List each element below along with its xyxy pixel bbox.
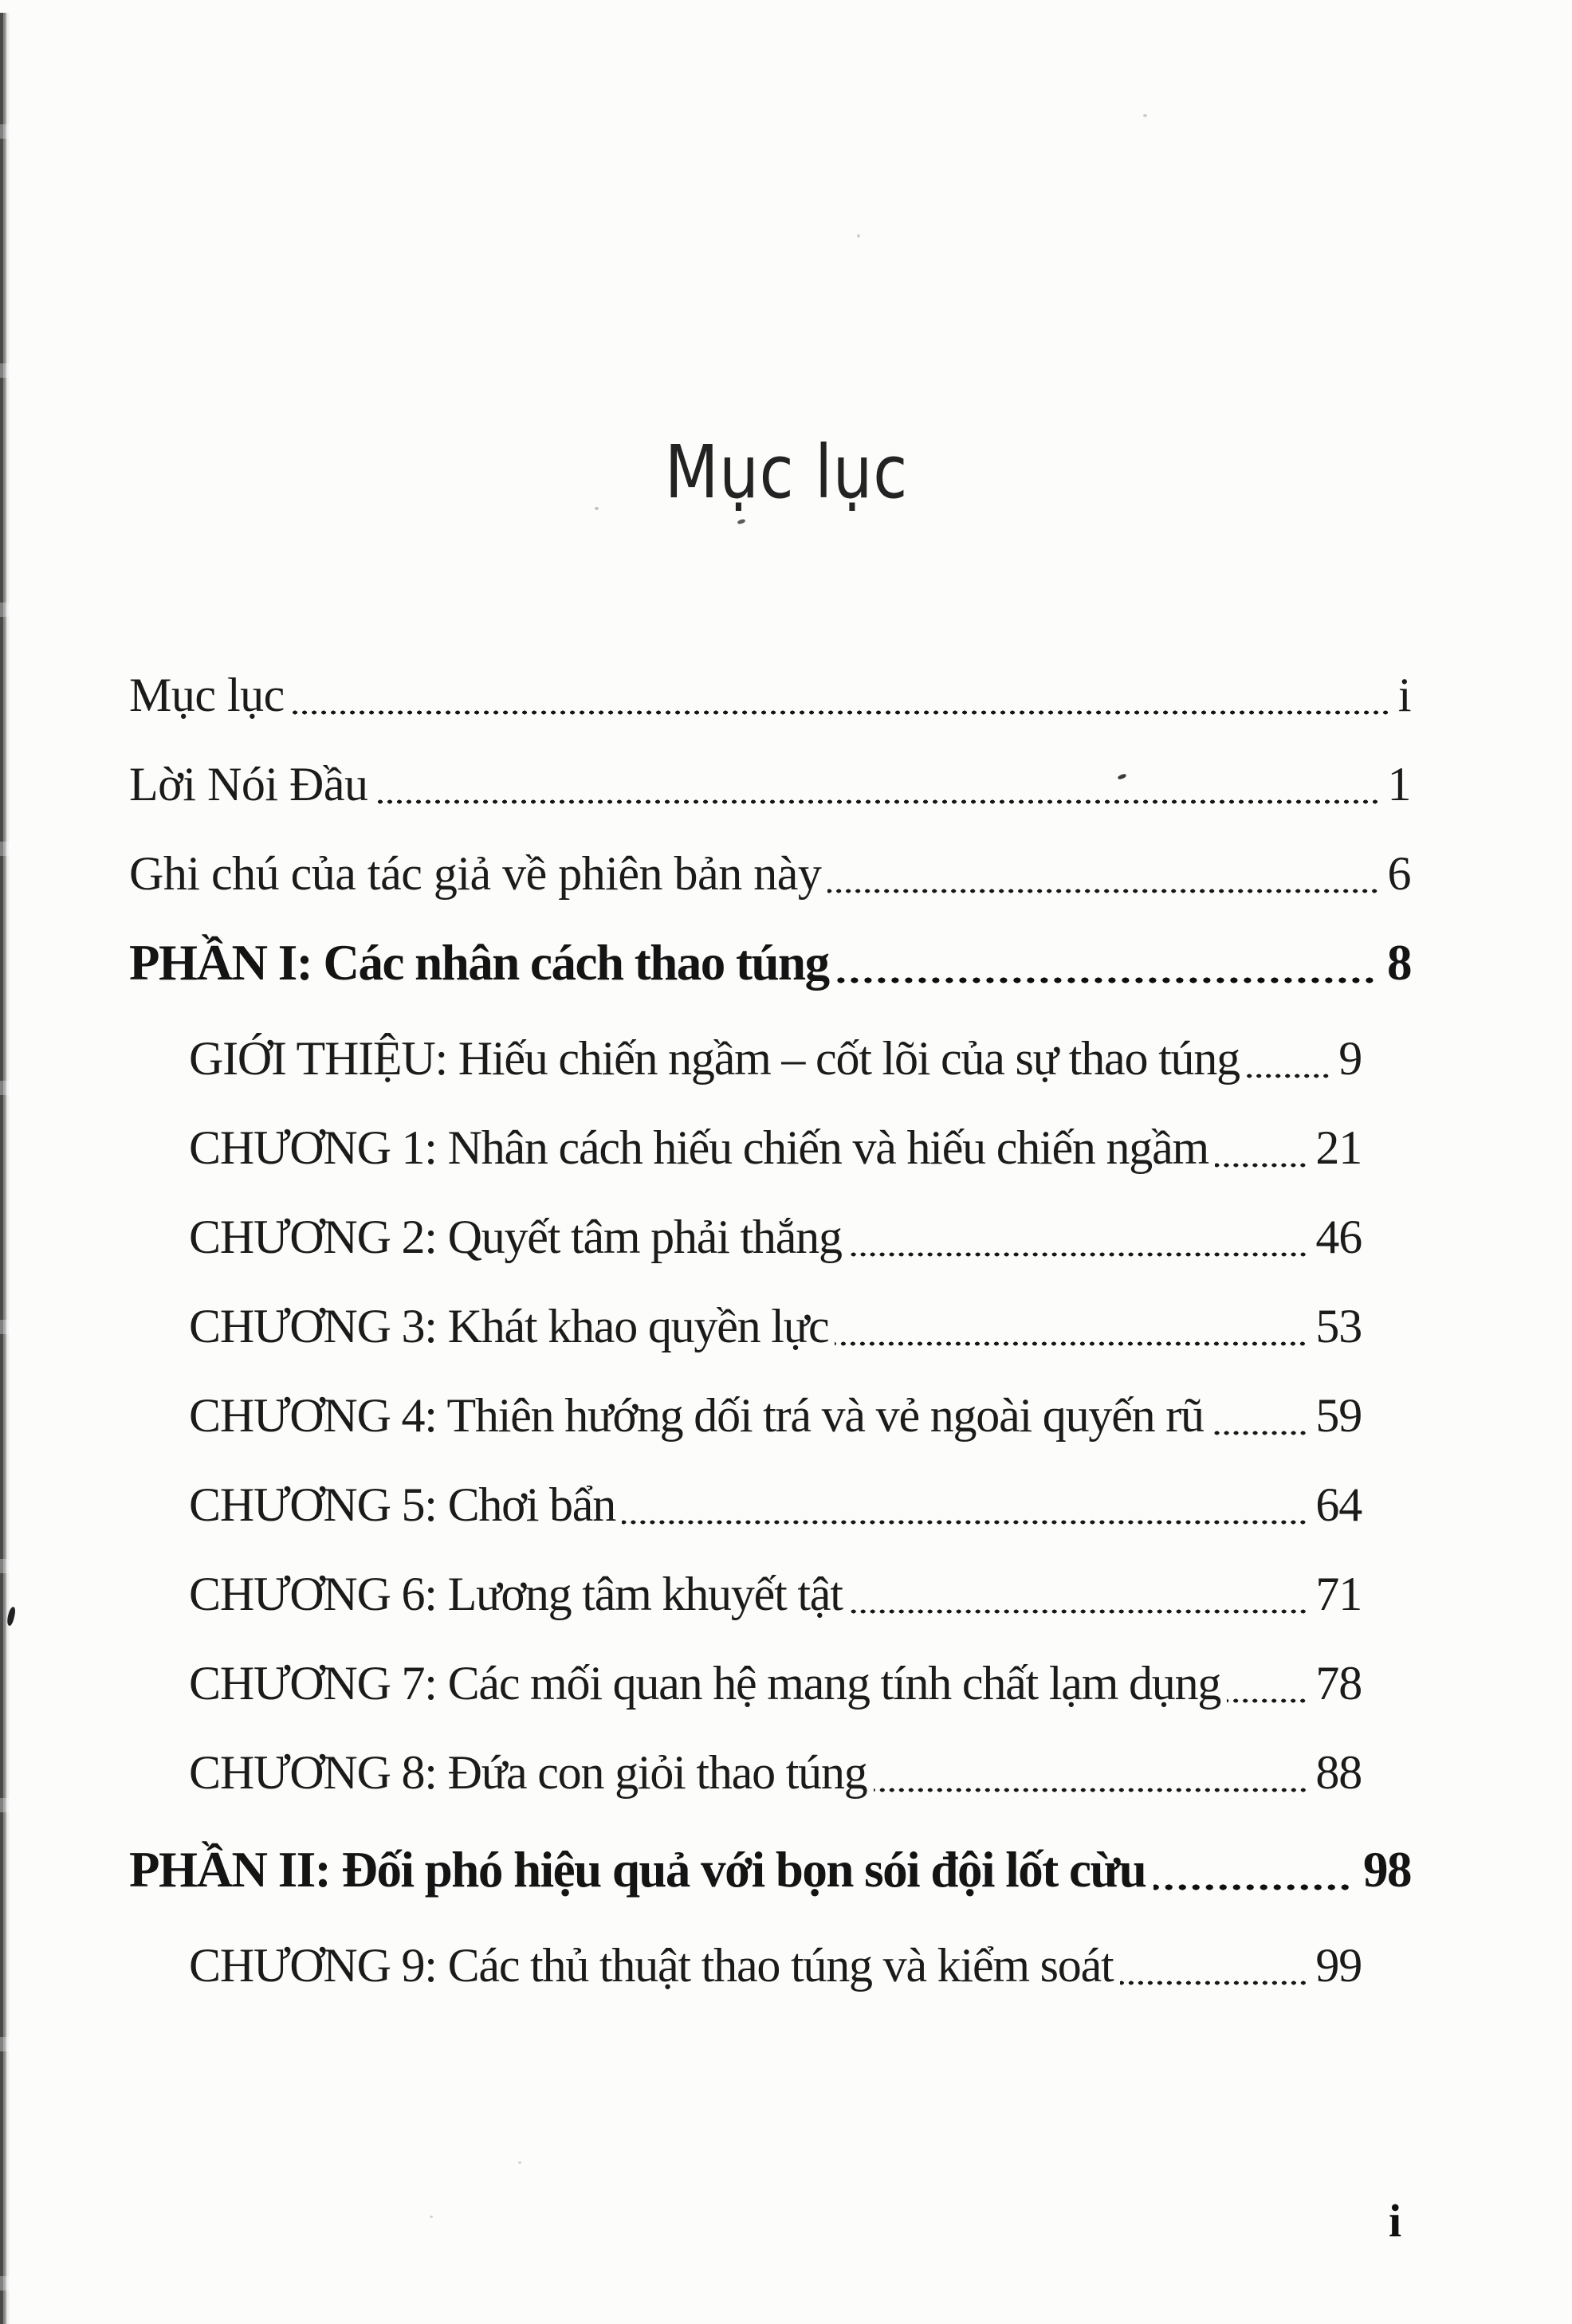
dotted-leader [1246, 1070, 1330, 1082]
toc-entry [129, 1121, 1411, 1175]
toc-entry [129, 668, 1411, 722]
toc-entry-page: 9 [1338, 1032, 1362, 1085]
toc-entry [129, 1210, 1411, 1264]
toc-entry-label: CHƯƠNG 7: Các mối quan hệ mang tính chất lạm dụng [189, 1657, 1221, 1710]
toc-entry-label: PHẦN II: Đối phó hiệu quả với bọn sói đội lốt cừu [129, 1842, 1146, 1898]
dotted-leader [849, 1605, 1308, 1618]
dotted-leader [848, 1248, 1308, 1261]
toc-entry [129, 1843, 1411, 1897]
toc-entry [129, 1388, 1411, 1443]
scan-speck [1143, 114, 1147, 117]
dotted-leader [1210, 1427, 1308, 1439]
toc-entry-page: 21 [1315, 1121, 1362, 1174]
dotted-leader [375, 795, 1380, 808]
scan-speck [518, 2161, 521, 2164]
toc-entry-page: 6 [1387, 847, 1411, 900]
toc-entry-label: CHƯƠNG 4: Thiên hướng dối trá và vẻ ngoài quyến rũ [189, 1389, 1204, 1442]
toc-entry-page: 46 [1315, 1211, 1362, 1263]
toc-entry [129, 1745, 1411, 1800]
scan-edge-shadow [0, 13, 10, 2324]
dotted-leader [622, 1516, 1307, 1529]
toc-entry-label: PHẦN I: Các nhân cách thao túng [129, 935, 829, 991]
dotted-leader [827, 885, 1379, 897]
toc-entry-label: Ghi chú của tác giả về phiên bản này [129, 847, 822, 900]
page-title-text: Mục lục [664, 430, 908, 515]
dotted-leader [1120, 1977, 1308, 1989]
toc-entry-page: 64 [1315, 1478, 1362, 1531]
page-number: i [1389, 2195, 1402, 2247]
toc-entry-label: CHƯƠNG 1: Nhân cách hiếu chiến và hiếu chiến ngầm [189, 1121, 1209, 1174]
toc-entry-label: Mục lục [129, 669, 285, 721]
toc-entry-page: 1 [1387, 758, 1411, 811]
toc-entry-page: 71 [1315, 1568, 1362, 1620]
toc-list [129, 668, 1411, 2028]
toc-entry-page: 98 [1363, 1842, 1411, 1898]
toc-entry-page: 53 [1315, 1300, 1362, 1352]
dotted-leader [291, 706, 1390, 719]
scan-speck [595, 507, 599, 510]
toc-entry-label: CHƯƠNG 9: Các thủ thuật thao túng và kiểm soát [189, 1939, 1114, 1992]
toc-entry [129, 846, 1411, 901]
toc-entry-page: 78 [1315, 1657, 1362, 1710]
toc-entry-label: CHƯƠNG 6: Lương tâm khuyết tật [189, 1568, 843, 1620]
dotted-leader [1153, 1880, 1352, 1894]
toc-entry [129, 1031, 1411, 1085]
toc-entry-page: 88 [1315, 1746, 1362, 1799]
toc-entry-page: 8 [1387, 935, 1411, 991]
toc-entry-label: CHƯƠNG 3: Khát khao quyền lực [189, 1300, 829, 1352]
dotted-leader [1227, 1694, 1307, 1707]
dotted-leader [837, 973, 1376, 987]
dotted-leader [1215, 1159, 1307, 1172]
toc-entry-label: CHƯƠNG 5: Chơi bẩn [189, 1478, 616, 1531]
toc-entry-page: 99 [1315, 1939, 1362, 1992]
toc-entry [129, 1567, 1411, 1621]
dotted-leader [874, 1784, 1308, 1796]
toc-entry [129, 1478, 1411, 1532]
toc-entry-label: GIỚI THIỆU: Hiếu chiến ngầm – cốt lõi của sự thao túng [189, 1032, 1240, 1085]
toc-entry [129, 757, 1411, 811]
scan-speck [430, 2216, 433, 2218]
toc-entry-label: Lời Nói Đầu [129, 758, 368, 811]
toc-entry [129, 1299, 1411, 1353]
toc-entry-page: 59 [1315, 1389, 1362, 1442]
toc-entry-page: i [1397, 669, 1411, 721]
toc-entry-label: CHƯƠNG 2: Quyết tâm phải thắng [189, 1211, 842, 1263]
scan-speck [737, 519, 745, 525]
toc-entry [129, 1938, 1411, 1992]
page-title [0, 430, 1572, 515]
toc-entry-label: CHƯƠNG 8: Đứa con giỏi thao túng [189, 1746, 867, 1799]
toc-entry [129, 1656, 1411, 1710]
scan-speck [857, 234, 860, 238]
toc-entry [129, 936, 1411, 990]
dotted-leader [835, 1337, 1307, 1350]
